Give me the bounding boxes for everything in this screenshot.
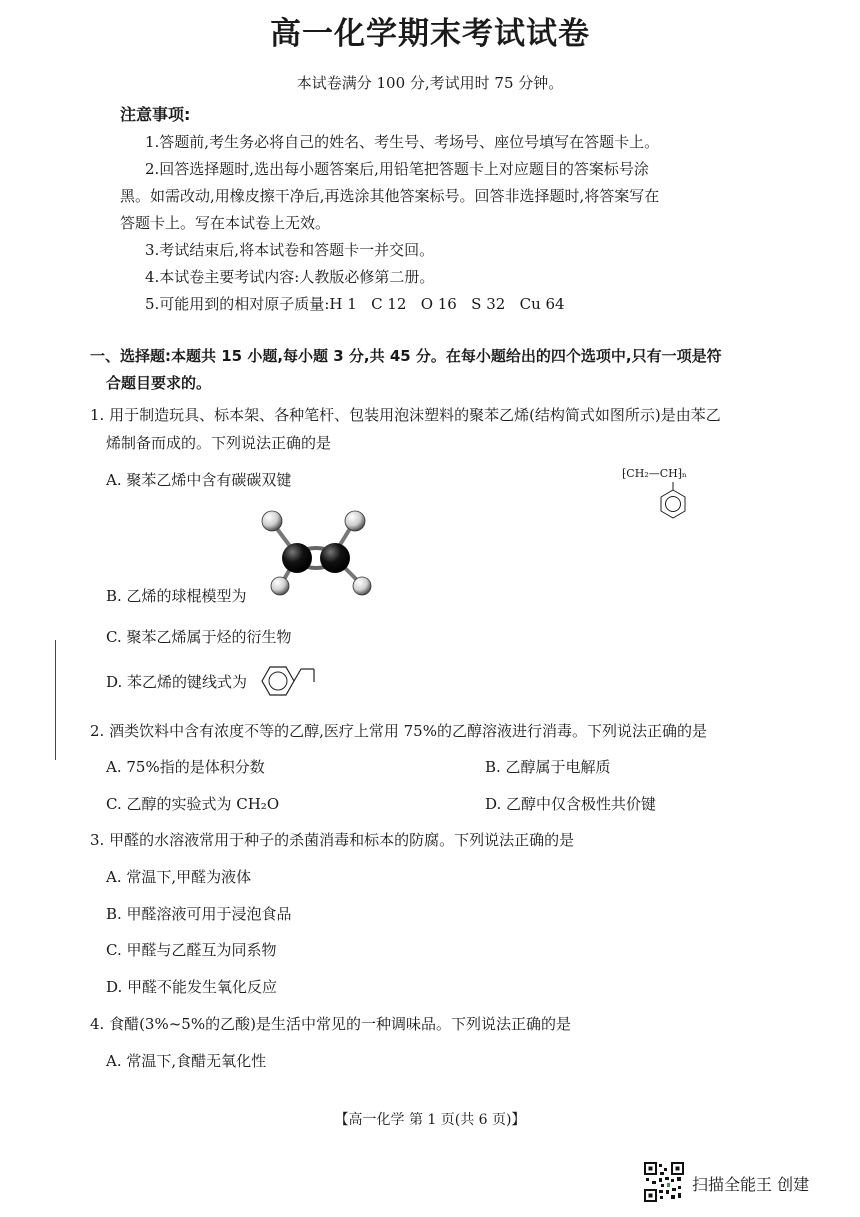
polystyrene-formula: ⁅CH₂—CH⁆ₙ [622, 467, 687, 480]
question-3-option-d: D. 甲醛不能发生氧化反应 [106, 978, 278, 996]
question-1-option-d: D. 苯乙烯的键线式为 [106, 673, 248, 691]
exam-info: 本试卷满分 100 分,考试用时 75 分钟。 [296, 74, 564, 92]
notice-item-2-cont: 黑。如需改动,用橡皮擦干净后,再选涂其他答案标号。回答非选择题时,将答案写在 [120, 187, 660, 205]
page-title: 高一化学期末考试试卷 [270, 16, 590, 52]
question-3-stem: 3. 甲醛的水溶液常用于种子的杀菌消毒和标本的防腐。下列说法正确的是 [90, 831, 575, 849]
question-3-option-c: C. 甲醛与乙醛互为同系物 [106, 941, 277, 959]
question-1-stem-cont: 烯制备而成的。下列说法正确的是 [106, 434, 332, 452]
notice-item-5: 5.可能用到的相对原子质量:H 1 C 12 O 16 S 32 Cu 64 [145, 295, 565, 313]
question-4-option-a: A. 常温下,食醋无氧化性 [106, 1052, 267, 1070]
styrene-skeletal-formula [258, 664, 318, 698]
question-1-stem: 1. 用于制造玩具、标本架、各种笔杆、包装用泡沫塑料的聚苯乙烯(结构简式如图所示)是由苯乙 [90, 406, 721, 424]
question-4-stem: 4. 食醋(3%~5%的乙酸)是生活中常见的一种调味品。下列说法正确的是 [90, 1015, 571, 1033]
scan-edge-line [55, 640, 56, 760]
section-heading: 一、选择题:本题共 15 小题,每小题 3 分,共 45 分。在每小题给出的四个选项中,只有一项是符 [90, 347, 722, 365]
section-heading-cont: 合题目要求的。 [106, 374, 212, 392]
question-3-option-a: A. 常温下,甲醛为液体 [106, 868, 252, 886]
qr-code-icon [644, 1162, 684, 1202]
question-2-stem: 2. 酒类饮料中含有浓度不等的乙醇,医疗上常用 75%的乙醇溶液进行消毒。下列说法正确的是 [90, 722, 707, 740]
notice-item-1: 1.答题前,考生务必将自己的姓名、考生号、考场号、座位号填写在答题卡上。 [145, 133, 660, 151]
notice-heading: 注意事项: [120, 105, 191, 124]
question-1-option-b: B. 乙烯的球棍模型为 [106, 587, 247, 605]
notice-item-4: 4.本试卷主要考试内容:人教版必修第二册。 [145, 268, 435, 286]
page-footer: 【高一化学 第 1 页(共 6 页)】 [334, 1112, 526, 1128]
question-1-option-a: A. 聚苯乙烯中含有碳碳双键 [106, 471, 292, 489]
notice-item-3: 3.考试结束后,将本试卷和答题卡一并交回。 [145, 241, 435, 259]
question-2-option-d: D. 乙醇中仅含极性共价键 [485, 795, 657, 813]
question-2-option-c: C. 乙醇的实验式为 CH₂O [106, 795, 280, 813]
question-3-option-b: B. 甲醛溶液可用于浸泡食品 [106, 905, 292, 923]
scanner-app-brand: 扫描全能王 创建 [692, 1175, 810, 1194]
ethylene-ball-stick-model [255, 508, 385, 608]
notice-item-2-end: 答题卡上。写在本试卷上无效。 [120, 214, 331, 232]
notice-item-2: 2.回答选择题时,选出每小题答案后,用铅笔把答题卡上对应题目的答案标号涂 [145, 160, 649, 178]
question-2-option-b: B. 乙醇属于电解质 [485, 758, 611, 776]
question-1-option-c: C. 聚苯乙烯属于烃的衍生物 [106, 628, 292, 646]
question-2-option-a: A. 75%指的是体积分数 [106, 758, 265, 776]
benzene-ring-icon [655, 482, 695, 526]
